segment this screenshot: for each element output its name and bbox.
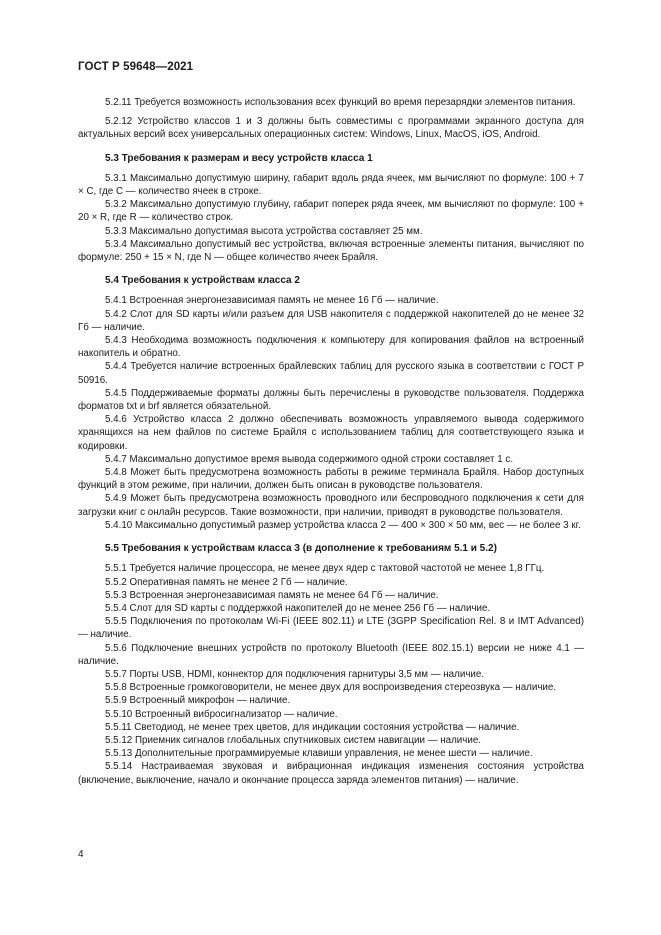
clause-5-5-13: 5.5.13 Дополнительные программируемые клавиши управления, не менее шести — наличие. xyxy=(105,748,533,760)
clause-5-5-4: 5.5.4 Слот для SD карты с поддержкой накопителей до не менее 256 Гб — наличие. xyxy=(105,602,491,614)
clause-5-5-3: 5.5.3 Встроенная энергонезависимая память не менее 64 Гб — наличие. xyxy=(105,589,439,601)
clause-5-5-7: 5.5.7 Порты USB, HDMI, коннектор для подключения гарнитуры 3,5 мм — наличие. xyxy=(105,668,485,680)
clause-5-5-5: 5.5.5 Подключения по протоколам Wi-Fi (IEEE 802.11) и LTE (3GPP Specification Rel. 8 и IMT Advanced) — наличие. xyxy=(78,616,584,641)
section-heading-5-5: 5.5 Требования к устройствам класса 3 (в дополнение к требованиям 5.1 и 5.2) xyxy=(105,543,497,555)
clause-5-3-3: 5.3.3 Максимально допустимая высота устройства составляет 25 мм. xyxy=(105,225,423,237)
clause-5-5-1: 5.5.1 Требуется наличие процессора, не менее двух ядер с тактовой частотой не менее 1,8 ГГц. xyxy=(105,563,545,575)
clause-5-5-10: 5.5.10 Встроенный вибросигнализатор — наличие. xyxy=(105,708,338,720)
clause-5-4-10: 5.4.10 Максимально допустимый размер устройства класса 2 — 400 × 300 × 50 мм, вес — не более 3 кг. xyxy=(105,519,581,531)
clause-5-5-2: 5.5.2 Оперативная память не менее 2 Гб — наличие. xyxy=(105,576,348,588)
clause-5-4-3: 5.4.3 Необходима возможность подключения к компьютеру для копирования файлов на встроенный накопитель и обратно. xyxy=(78,335,584,360)
clause-5-4-1: 5.4.1 Встроенная энергонезависимая память не менее 16 Гб — наличие. xyxy=(105,295,439,307)
section-heading-5-4: 5.4 Требования к устройствам класса 2 xyxy=(105,275,300,287)
document-header: ГОСТ Р 59648—2021 xyxy=(78,61,194,73)
clause-5-3-2: 5.3.2 Максимально допустимую глубину, габарит поперек ряда ячеек, мм вычисляют по формуле: 100 + 20 × R, где R — количество строк. xyxy=(78,199,584,224)
clause-5-5-6: 5.5.6 Подключение внешних устройств по протоколу Bluetooth (IEEE 802.15.1) версии не ниже 4.1 — наличие. xyxy=(78,642,584,667)
clause-5-5-12: 5.5.12 Приемник сигналов глобальных спутниковых систем навигации — наличие. xyxy=(105,734,482,746)
clause-5-4-8: 5.4.8 Может быть предусмотрена возможность работы в режиме терминала Брайля. Набор доступных функций в этом режиме, при наличии, должен быть описан в руководстве пользователя. xyxy=(78,467,584,492)
clause-5-4-2: 5.4.2 Слот для SD карты и/или разъем для USB накопителя с поддержкой накопителей до не менее 32 Гб — наличие. xyxy=(78,308,584,333)
page-number: 4 xyxy=(78,849,84,860)
clause-5-2-11: 5.2.11 Требуется возможность использования всех функций во время перезарядки элементов питания. xyxy=(105,97,576,108)
clause-5-5-9: 5.5.9 Встроенный микрофон — наличие. xyxy=(105,695,291,707)
clause-5-2-12: 5.2.12 Устройство классов 1 и 3 должны быть совместимы с программами экранного доступа для актуальных версий всех универсальных операционных систем: Windows, Linux, MacOS, iOS, Android. xyxy=(78,116,584,141)
document-body xyxy=(78,96,584,787)
clause-5-4-6: 5.4.6 Устройство класса 2 должно обеспечивать возможность управляемого вывода содержимого хранящихся на нем файлов по системе Брайля с использованием таблиц для соответствующего языка и кодировки. xyxy=(78,414,584,452)
section-heading-5-3: 5.3 Требования к размерам и весу устройств класса 1 xyxy=(105,152,373,164)
clause-5-5-11: 5.5.11 Светодиод, не менее трех цветов, для индикации состояния устройства — наличие. xyxy=(105,721,520,733)
clause-5-5-14: 5.5.14 Настраиваемая звуковая и вибрационная индикация изменения состояния устройства (включение, выключение, начало и окончание процесса заряда элементов питания) — наличие. xyxy=(78,761,584,786)
clause-5-4-4: 5.4.4 Требуется наличие встроенных брайлевских таблиц для русского языка в соответствии с ГОСТ Р 50916. xyxy=(78,361,584,386)
clause-5-4-9: 5.4.9 Может быть предусмотрена возможность проводного или беспроводного подключения к сети для загрузки книг с онлайн ресурсов. Такие возможности, при наличии, приводят в руководстве пользователя. xyxy=(78,493,584,518)
clause-5-3-1: 5.3.1 Максимально допустимую ширину, габарит вдоль ряда ячеек, мм вычисляют по формуле: 100 + 7 × C, где C — количество ячеек в строке. xyxy=(78,172,584,198)
clause-5-3-4: 5.3.4 Максимально допустимый вес устройства, включая встроенные элементы питания, вычисляют по формуле: 250 + 15 × N, где N — общее количество ячеек Брайля. xyxy=(78,238,584,264)
clause-5-4-7: 5.4.7 Максимально допустимое время вывода содержимого одной строки составляет 1 с. xyxy=(105,453,514,465)
clause-5-5-8: 5.5.8 Встроенные громкоговорители, не менее двух для воспроизведения стереозвука — наличие. xyxy=(105,682,557,694)
clause-5-4-5: 5.4.5 Поддерживаемые форматы должны быть перечислены в руководстве пользователя. Поддержка форматов txt и brf является обязательной. xyxy=(78,387,584,413)
